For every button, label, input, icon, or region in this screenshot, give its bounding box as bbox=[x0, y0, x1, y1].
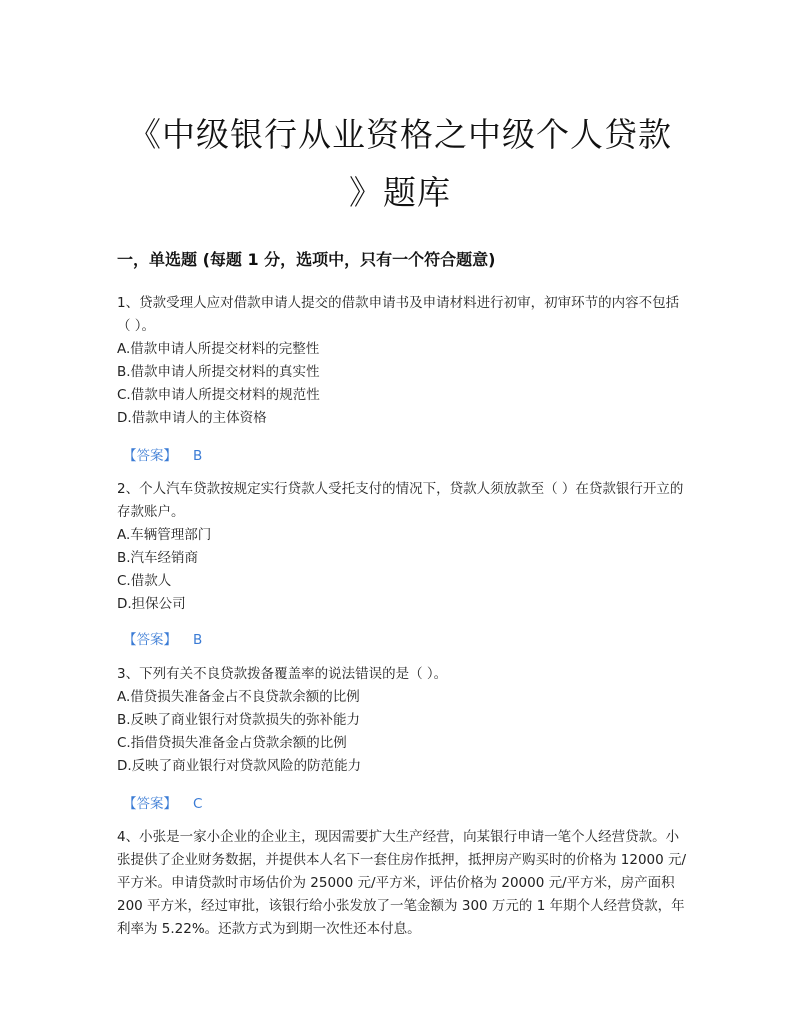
question-4 bbox=[117, 826, 687, 941]
question-2 bbox=[117, 478, 687, 616]
option-a: A.借贷损失准备金占不良贷款余额的比例 bbox=[117, 689, 360, 705]
section-heading: 一，单选题 (每题 1 分，选项中，只有一个符合题意) bbox=[117, 250, 496, 269]
answer-2 bbox=[123, 628, 202, 648]
option-c: C.指借贷损失准备金占贷款余额的比例 bbox=[117, 735, 347, 751]
option-c: C.借款人 bbox=[117, 573, 172, 589]
question-3 bbox=[117, 663, 687, 778]
answer-value: B bbox=[193, 448, 203, 464]
title-line-1: 《中级银行从业资格之中级个人贷款 bbox=[128, 115, 672, 154]
question-stem: 4、小张是一家小企业的企业主，现因需要扩大生产经营，向某银行申请一笔个人经营贷款。小张提供了企业财务数据，并提供本人名下一套住房作抵押，抵押房产购买时的价格为 12000 元/平方米。申请贷款时市场估价为 25000 元/平方米，评估价格为 20000 元/平方米，房产面积 200 平方米，经过审批，该银行给小张发放了一笔金额为 300 万元的 1 年期个人经营贷款，年利率为 5.22%。还款方式为到期一次性还本付息。 bbox=[117, 829, 687, 937]
answer-3 bbox=[123, 792, 202, 812]
option-d: D.担保公司 bbox=[117, 596, 186, 612]
title-line-2: 》题库 bbox=[349, 173, 451, 212]
option-b: B.汽车经销商 bbox=[117, 550, 199, 566]
answer-value: C bbox=[193, 796, 203, 812]
question-1 bbox=[117, 292, 687, 430]
answer-label: 【答案】 bbox=[123, 448, 177, 464]
option-b: B.借款申请人所提交材料的真实性 bbox=[117, 364, 320, 380]
answer-1 bbox=[123, 444, 202, 464]
option-a: A.借款申请人所提交材料的完整性 bbox=[117, 341, 320, 357]
option-d: D.借款申请人的主体资格 bbox=[117, 410, 267, 426]
option-a: A.车辆管理部门 bbox=[117, 527, 212, 543]
option-d: D.反映了商业银行对贷款风险的防范能力 bbox=[117, 758, 362, 774]
document-title bbox=[100, 106, 700, 222]
question-stem: 3、下列有关不良贷款拨备覆盖率的说法错误的是（ ）。 bbox=[117, 666, 448, 682]
question-stem: 1、贷款受理人应对借款申请人提交的借款申请书及申请材料进行初审，初审环节的内容不包括（ ）。 bbox=[117, 295, 680, 334]
option-b: B.反映了商业银行对贷款损失的弥补能力 bbox=[117, 712, 361, 728]
answer-value: B bbox=[193, 632, 203, 648]
answer-label: 【答案】 bbox=[123, 796, 177, 812]
question-stem: 2、个人汽车贷款按规定实行贷款人受托支付的情况下，贷款人须放款至（ ）在贷款银行开立的存款账户。 bbox=[117, 481, 684, 520]
answer-label: 【答案】 bbox=[123, 632, 177, 648]
option-c: C.借款申请人所提交材料的规范性 bbox=[117, 387, 320, 403]
